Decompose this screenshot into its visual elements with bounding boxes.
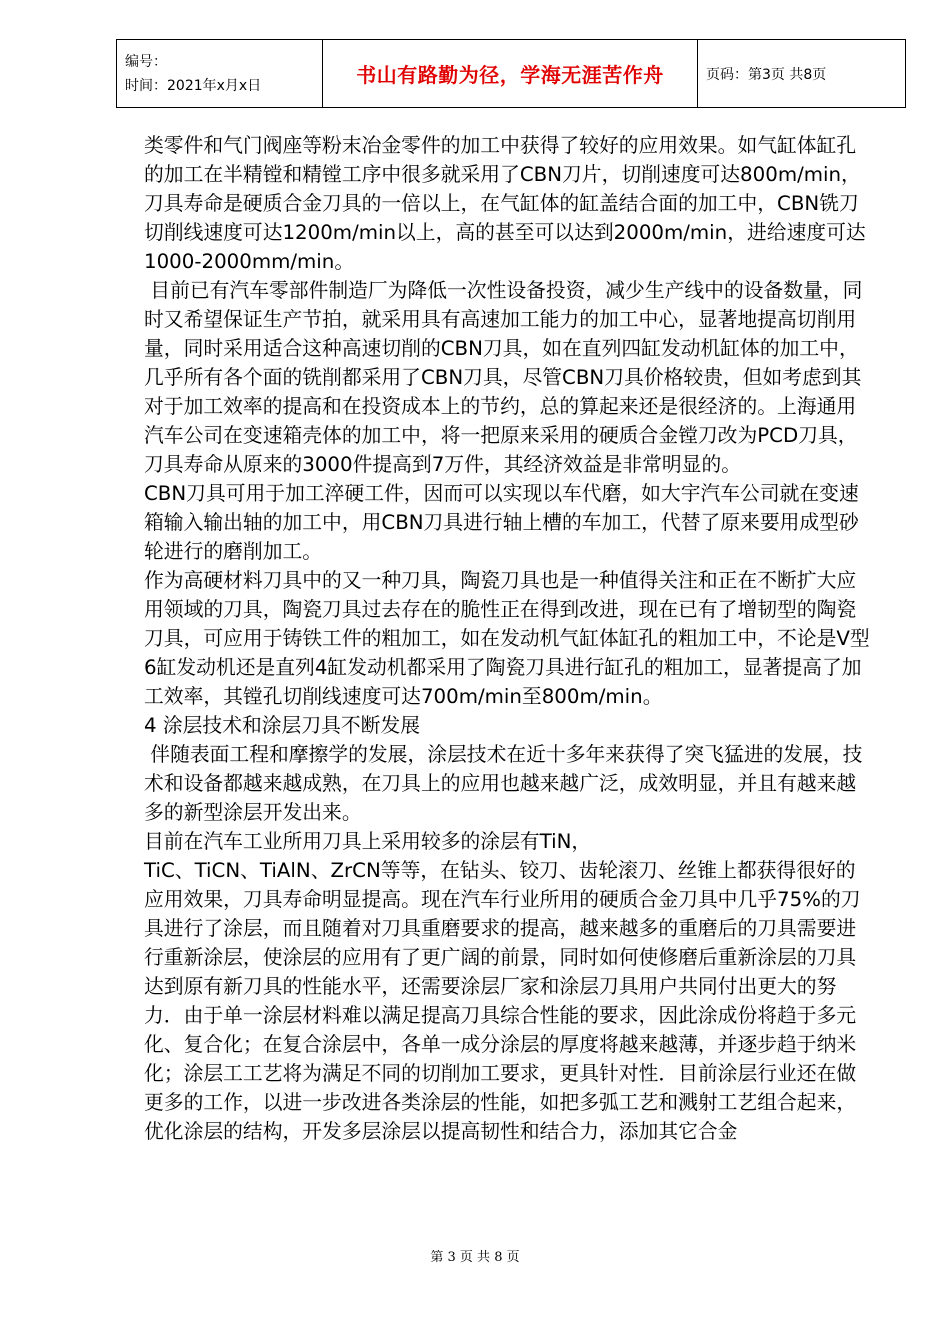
body-paragraph: 目前在汽车工业所用刀具上采用较多的涂层有TiN，: [144, 830, 592, 853]
header-page-label: 页码：第3页 共8页: [698, 40, 906, 108]
document-body: [144, 131, 872, 1146]
header-motto: 书山有路勤为径，学海无涯苦作舟: [323, 40, 698, 108]
page-footer: 第 3 页 共 8 页: [430, 1250, 520, 1265]
body-paragraph: CBN刀具可用于加工淬硬工件，因而可以实现以车代磨，如大宇汽车公司就在变速箱输入输出轴的加工中，用CBN刀具进行轴上槽的车加工，代替了原来要用成型砂轮进行的磨削加工。: [144, 482, 859, 563]
document-number-label: 编号：: [125, 53, 167, 70]
body-paragraph: 目前已有汽车零部件制造厂为降低一次性设备投资，减少生产线中的设备数量，同时又希望保证生产节拍，就采用具有高速加工能力的加工中心，显著地提高切削用量，同时采用适合这种高速切削的CBN刀具，如在直列四缸发动机缸体的加工中，几乎所有各个面的铣削都采用了CBN刀具，尽管CBN刀具价格较贵，但如考虑到其对于加工效率的提高和在投资成本上的节约，总的算起来还是很经济的。上海通用汽车公司在变速箱壳体的加工中，将一把原来采用的硬质合金镗刀改为PCD刀具，刀具寿命从原来的3000件提高到7万件，其经济效益是非常明显的。: [144, 279, 863, 476]
body-paragraph: 作为高硬材料刀具中的又一种刀具，陶瓷刀具也是一种值得关注和正在不断扩大应用领域的刀具，陶瓷刀具过去存在的脆性正在得到改进，现在已有了增韧型的陶瓷刀具，可应用于铸铁工件的粗加工，如在发动机气缸体缸孔的粗加工中，不论是V型6缸发动机还是直列4缸发动机都采用了陶瓷刀具进行缸孔的粗加工，显著提高了加工效率，其镗孔切削线速度可达700m/min至800m/min。: [144, 569, 870, 708]
document-time-label: 时间：2021年x月x日: [125, 77, 262, 94]
body-paragraph: TiC、TiCN、TiAlN、ZrCN等等，在钻头、铰刀、齿轮滚刀、丝锥上都获得很好的应用效果，刀具寿命明显提高。现在汽车行业所用的硬质合金刀具中几乎75%的刀具进行了涂层，而且随着对刀具重磨要求的提高，越来越多的重磨后的刀具需要进行重新涂层，使涂层的应用有了更广阔的前景，同时如何使修磨后重新涂层的刀具达到原有新刀具的性能水平，还需要涂层厂家和涂层刀具用户共同付出更大的努力．由于单一涂层材料难以满足提高刀具综合性能的要求，因此涂成份将趋于多元化、复合化；在复合涂层中，各单一成分涂层的厚度将越来越薄，并逐步趋于纳米化；涂层工工艺将为满足不同的切削加工要求，更具针对性．目前涂层行业还在做更多的工作，以进一步改进各类涂层的性能，如把多弧工艺和溅射工艺组合起来，优化涂层的结构，开发多层涂层以提高韧性和结合力，添加其它合金: [144, 859, 861, 1143]
header-meta-cell: [117, 40, 323, 108]
body-paragraph: 类零件和气门阀座等粉末冶金零件的加工中获得了较好的应用效果。如气缸体缸孔的加工在半精镗和精镗工序中很多就采用了CBN刀片，切削速度可达800m/min，刀具寿命是硬质合金刀具的一倍以上，在气缸体的缸盖结合面的加工中，CBN铣刀切削线速度可达1200m/min以上，高的甚至可以达到2000m/min，进给速度可达1000-2000mm/min。: [144, 134, 866, 273]
header-table: [116, 39, 906, 108]
section-heading: 4 涂层技术和涂层刀具不断发展: [144, 714, 421, 737]
body-paragraph: 伴随表面工程和摩擦学的发展，涂层技术在近十多年来获得了突飞猛进的发展，技术和设备都越来越成熟，在刀具上的应用也越来越广泛，成效明显，并且有越来越多的新型涂层开发出来。: [144, 743, 863, 824]
